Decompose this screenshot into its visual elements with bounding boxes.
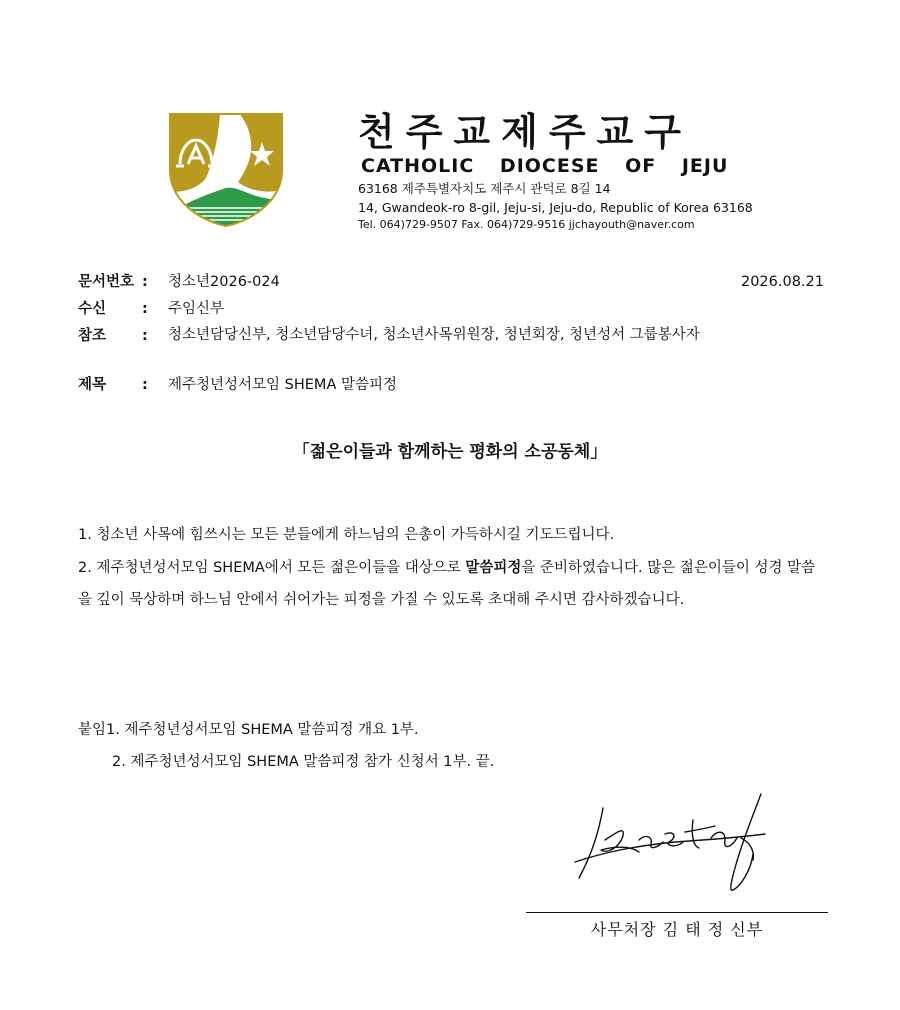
address-korean: 63168 제주특별자치도 제주시 관덕로 8길 14 [358, 181, 611, 196]
contact-info: Tel. 064)729-9507 Fax. 064)729-9516 jjchayouth@naver.com [358, 218, 695, 231]
org-name-korean: 천주교제주교구 [358, 110, 692, 154]
address-english: 14, Gwandeok-ro 8-gil, Jeju-si, Jeju-do, Republic of Korea 63168 [358, 200, 753, 215]
reference-row: 참조 : [78, 328, 148, 344]
doc-number-value: 청소년2026-024 [168, 274, 280, 290]
reference-label: 참조 [78, 328, 107, 344]
recipient-row: 수신 : 주임신부 [78, 301, 225, 317]
signer-name: 사무처장 김 태 정 신부 [590, 920, 764, 939]
reference-value: 청소년담당신부, 청소년담당수녀, 청소년사목위원장, 청년회장, 청년성서 그룹봉사자 [168, 327, 700, 343]
attachment-line-2: 2. 제주청년성서모임 SHEMA 말씀피정 참가 신청서 1부. 끝. [112, 754, 495, 770]
doc-number-row: 문서번호 : 청소년2026-024 [78, 274, 280, 290]
handwritten-signature [565, 790, 775, 900]
org-name-english: CATHOLIC DIOCESE OF JEJU [361, 155, 729, 177]
attachment-line-1: 붙임1. 제주청년성서모임 SHEMA 말씀피정 개요 1부. [78, 722, 419, 738]
body-paragraph-2: 2. 제주청년성서모임 SHEMA에서 모든 젊은이들을 대상으로 말씀피정을 준비하였습니다. 많은 젊은이들이 성경 말씀을 깊이 묵상하며 하느님 안에서 쉬어가는 피정을 가질 수 있도록 초대해 주시면 감사하겠습니다. [78, 560, 816, 608]
subject-row: 제목 : 제주청년성서모임 SHEMA 말씀피정 [78, 377, 397, 393]
body-paragraph-1: 1. 청소년 사목에 힘쓰시는 모든 분들에게 하느님의 은총이 가득하시길 기도드립니다. [78, 527, 615, 543]
subject-label: 제목 [78, 377, 107, 393]
doc-date: 2026.08.21 [740, 274, 824, 290]
highlight-retreat: 말씀피정 [465, 560, 522, 576]
recipient-value: 주임신부 [168, 301, 225, 317]
subject-value: 제주청년성서모임 SHEMA 말씀피정 [168, 377, 397, 393]
diocese-logo [168, 112, 284, 228]
recipient-label: 수신 [78, 301, 107, 317]
signature-line [526, 912, 828, 913]
doc-number-label: 문서번호 [78, 274, 135, 290]
slogan-heading: 「젊은이들과 함께하는 평화의 소공동체」 [292, 442, 608, 462]
